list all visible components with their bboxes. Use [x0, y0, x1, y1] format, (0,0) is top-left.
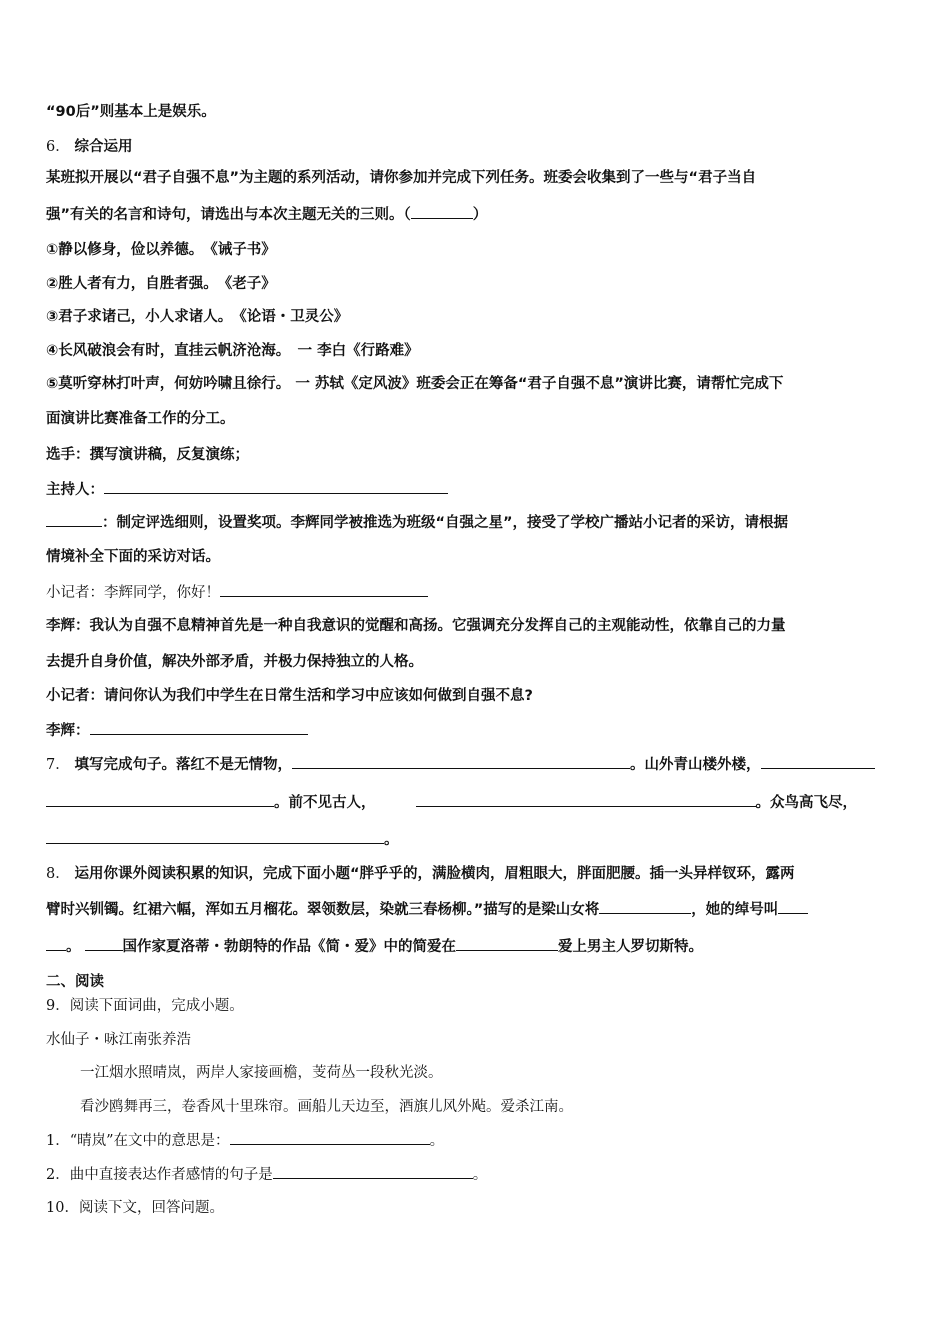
answer-blank[interactable]	[761, 754, 875, 769]
answer-blank[interactable]	[230, 1130, 430, 1145]
question-10: 10．阅读下文，回答问题。	[46, 1200, 224, 1216]
list-item: ①静以修身，俭以养德。 《诫子书》	[46, 242, 276, 258]
text-line: 。	[46, 829, 399, 850]
question-9: 9．阅读下面词曲，完成小题。	[46, 998, 244, 1014]
list-item: ②胜人者有力，自胜者强。 《老子》	[46, 276, 276, 292]
text-line: 。 国作家夏洛蒂・勃朗特的作品《简・爱》中的简爱在 爱上男主人罗切斯特。	[46, 936, 703, 957]
text-line: “90后”则基本上是娱乐。	[46, 104, 216, 120]
poem-title: 水仙子・咏江南张养浩	[46, 1032, 191, 1048]
answer-blank[interactable]	[46, 512, 102, 527]
answer-blank[interactable]	[85, 936, 123, 951]
answer-blank[interactable]	[90, 720, 308, 735]
answer-blank[interactable]	[220, 582, 428, 597]
answer-blank[interactable]	[411, 204, 473, 219]
answer-blank[interactable]	[416, 792, 756, 807]
answer-blank[interactable]	[46, 829, 384, 844]
answer-blank[interactable]	[273, 1164, 473, 1179]
text-line: 李辉：我认为自强不息精神首先是一种自我意识的觉醒和高扬。它强调充分发挥自己的主观能动性，依靠自己的力量	[46, 618, 786, 634]
sub-question: 2．曲中直接表达作者感情的句子是 。	[46, 1164, 487, 1185]
answer-blank[interactable]	[778, 899, 808, 914]
section-heading: 二、阅读	[46, 974, 104, 990]
poem-line: 一江烟水照晴岚，两岸人家接画檐，芰荷丛一段秋光淡。	[80, 1065, 443, 1081]
text-line: 小记者：请问你认为我们中学生在日常生活和学习中应该如何做到自强不息?	[46, 688, 533, 704]
text-line: 小记者：李辉同学，你好！	[46, 582, 428, 603]
question-7: 7． 填写完成句子。落红不是无情物， 。山外青山楼外楼，	[46, 754, 875, 775]
text-line: 面演讲比赛准备工作的分工。	[46, 411, 235, 427]
text-line: 臂时兴钏镯。红裙六幅，浑如五月榴花。翠领数层，染就三春杨柳。”描写的是梁山女将 ，她的绰号叫	[46, 899, 808, 920]
question-8: 8． 运用你课外阅读积累的知识，完成下面小题“胖乎乎的，满脸横肉，眉粗眼大，胖面肥腰。插一头异样钗环，露两	[46, 866, 795, 882]
list-item: ④长风破浪会有时，直挂云帆济沧海。 一 李白《行路难》	[46, 343, 419, 359]
list-item: ⑤莫听穿林打叶声，何妨吟啸且徐行。 一 苏轼《定风波》班委会正在筹备“君子自强不息”演讲比赛，请帮忙完成下	[46, 376, 784, 392]
text-line: 李辉：	[46, 720, 308, 741]
sub-question: 1．“晴岚”在文中的意思是： 。	[46, 1130, 444, 1151]
text-line: ：制定评选细则，设置奖项。李辉同学被推选为班级“自强之星”，接受了学校广播站小记者的采访，请根据	[46, 512, 788, 533]
text-line: 情境补全下面的采访对话。	[46, 549, 220, 565]
text-line: 某班拟开展以“君子自强不息”为主题的系列活动，请你参加并完成下列任务。班委会收集到了一些与“君子当自	[46, 170, 757, 186]
question-6-heading: 6． 综合运用	[46, 139, 133, 155]
text-line: 主持人：	[46, 479, 448, 500]
text-line: 去提升自身价值，解决外部矛盾，并极力保持独立的人格。	[46, 654, 423, 670]
answer-blank[interactable]	[456, 936, 558, 951]
text-line: 选手：撰写演讲稿，反复演练；	[46, 447, 249, 463]
list-item: ③君子求诸己，小人求诸人。 《论语・卫灵公》	[46, 309, 349, 325]
answer-blank[interactable]	[46, 792, 274, 807]
answer-blank[interactable]	[46, 936, 66, 951]
text-line: 强”有关的名言和诗句，请选出与本次主题无关的三则。（ ）	[46, 204, 487, 225]
answer-blank[interactable]	[292, 754, 630, 769]
answer-blank[interactable]	[599, 899, 691, 914]
answer-blank[interactable]	[104, 479, 448, 494]
text-line: 。前不见古人， 。众鸟高飞尽，	[46, 792, 857, 813]
poem-line: 看沙鸥舞再三，卷香风十里珠帘。画船儿天边至，酒旗儿风外飐。爱杀江南。	[80, 1099, 573, 1115]
